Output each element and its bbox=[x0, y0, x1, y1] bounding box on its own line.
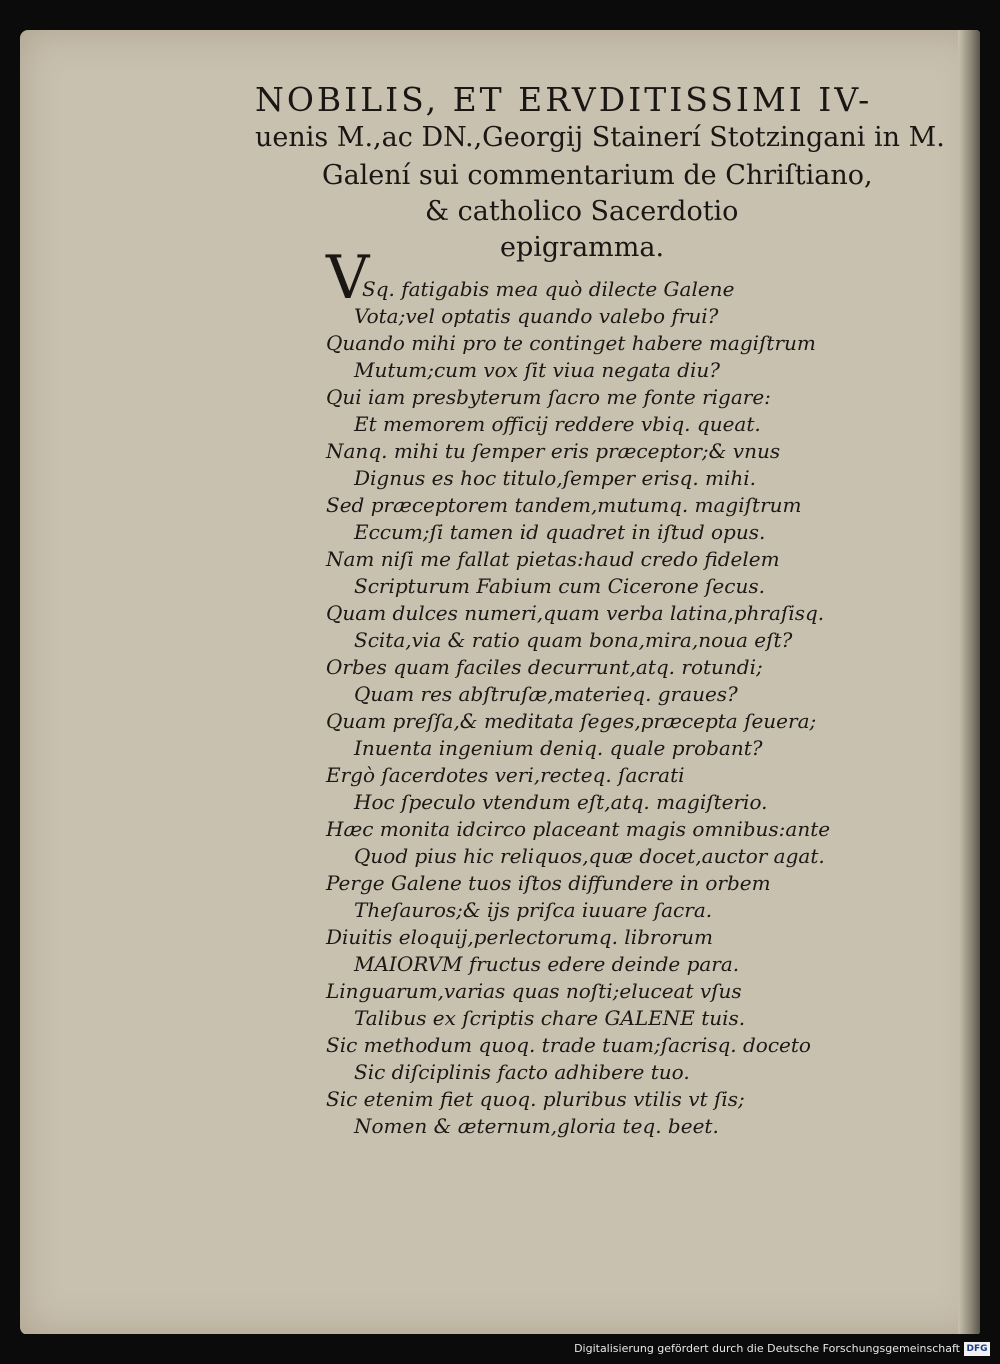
verse-line: Hoc ſpeculo vtendum eſt,atq. magiſterio. bbox=[354, 790, 768, 814]
verse-line: Quod pius hic reliquos,quæ docet,auctor agat. bbox=[354, 844, 825, 868]
verse-line: Nam niſi me fallat pietas:haud credo fidelem bbox=[326, 547, 780, 571]
verse-line: Theſauros;& ijs priſca iuuare ſacra. bbox=[354, 898, 713, 922]
title-line-5: epigramma. bbox=[500, 232, 665, 263]
verse-line: Et memorem officij reddere vbiq. queat. bbox=[354, 412, 761, 436]
verse-line: Eccum;ſi tamen id quadret in iſtud opus. bbox=[354, 520, 766, 544]
verse-line: Hæc monita idcirco placeant magis omnibus:ante bbox=[326, 817, 831, 841]
title-line-2: uenis M.,ac DN.,Georgij Stainerí Stotzingani in M. bbox=[255, 122, 945, 153]
verse-line: Sed præceptorem tandem,mutumq. magiſtrum bbox=[326, 493, 802, 517]
verse-line: Quam preſſa,& meditata ſeges,præcepta ſeuera; bbox=[326, 709, 817, 733]
drop-capital: V bbox=[326, 243, 370, 313]
verse-line: Sic etenim fiet quoq. pluribus vtilis vt ſis; bbox=[326, 1087, 745, 1111]
verse-line: Quam res abſtruſæ,materieq. graues? bbox=[354, 682, 738, 706]
verse-line: Sq. fatigabis mea quò dilecte Galene bbox=[362, 277, 735, 301]
verse-line: Orbes quam faciles decurrunt,atq. rotundi; bbox=[326, 655, 763, 679]
epigram-text bbox=[326, 276, 946, 1140]
verse-line: Talibus ex ſcriptis chare GALENE tuis. bbox=[354, 1006, 746, 1030]
book-gutter bbox=[958, 30, 980, 1335]
verse-line: Dignus es hoc titulo,ſemper erisq. mihi. bbox=[354, 466, 757, 490]
scanned-page bbox=[20, 30, 980, 1335]
verse-line: Scita,via & ratio quam bona,mira,noua eſt? bbox=[354, 628, 793, 652]
verse-line: Perge Galene tuos iſtos diffundere in orbem bbox=[326, 871, 771, 895]
verse-line: Linguarum,varias quas noſti;eluceat vſus bbox=[326, 979, 742, 1003]
digitization-credit: Digitalisierung gefördert durch die Deutsche Forschungsgemeinschaft bbox=[574, 1342, 960, 1355]
verse-line: Sic methodum quoq. trade tuam;ſacrisq. doceto bbox=[326, 1033, 811, 1057]
verse-line: MAIORVM fructus edere deinde para. bbox=[354, 952, 740, 976]
title-line-3: Galení sui commentarium de Chriſtiano, bbox=[322, 160, 873, 191]
dfg-logo-icon: DFG bbox=[964, 1342, 990, 1356]
verse-line: Diuitis eloquij,perlectorumq. librorum bbox=[326, 925, 713, 949]
verse-line: Inuenta ingenium deniq. quale probant? bbox=[354, 736, 763, 760]
verse-line: Vota;vel optatis quando valebo frui? bbox=[354, 304, 719, 328]
title-line-4: & catholico Sacerdotio bbox=[425, 196, 739, 227]
verse-line: Quam dulces numeri,quam verba latina,phraſisq. bbox=[326, 601, 825, 625]
footer-bar bbox=[0, 1334, 1000, 1364]
verse-line: Scripturum Fabium cum Cicerone ſecus. bbox=[354, 574, 765, 598]
verse-line: Ergò ſacerdotes veri,recteq. ſacrati bbox=[326, 763, 685, 787]
verse-line: Mutum;cum vox ſit viua negata diu? bbox=[354, 358, 720, 382]
title-line-1: NOBILIS, ET ERVDITISSIMI IV- bbox=[255, 80, 873, 119]
verse-line: Sic diſciplinis facto adhibere tuo. bbox=[354, 1060, 690, 1084]
verse-line: Nomen & æternum,gloria teq. beet. bbox=[354, 1114, 719, 1138]
verse-line: Qui iam presbyterum ſacro me fonte rigare: bbox=[326, 385, 771, 409]
verse-line: Nanq. mihi tu ſemper eris præceptor;& vnus bbox=[326, 439, 781, 463]
verse-line: Quando mihi pro te continget habere magiſtrum bbox=[326, 331, 816, 355]
